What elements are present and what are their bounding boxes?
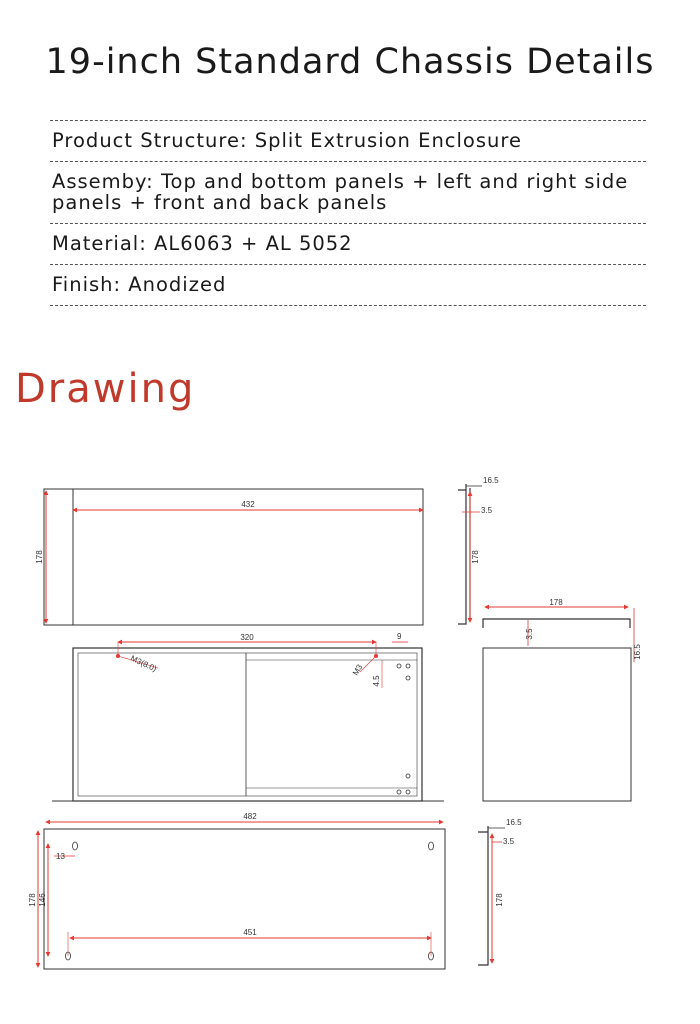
dim-label-4-5: 4.5 — [372, 675, 381, 687]
spec-value: Anodized — [128, 273, 227, 296]
mounting-slot — [73, 842, 78, 850]
dim-label-320: 320 — [240, 633, 254, 642]
hole-label-right: M3 — [350, 662, 365, 677]
dim-label-3-5: 3.5 — [525, 628, 534, 640]
mounting-hole — [397, 664, 401, 668]
top-profile-right — [483, 598, 642, 801]
spec-key: Assemby : — [52, 170, 161, 193]
spec-key: Finish : — [52, 273, 128, 296]
spec-key: Material : — [52, 232, 154, 255]
top-view — [35, 489, 423, 625]
spec-value: AL6063 + AL 5052 — [154, 232, 353, 255]
dim-label-482: 482 — [243, 812, 257, 821]
dim-label-3-5: 3.5 — [503, 837, 515, 846]
mounting-hole — [406, 774, 410, 778]
side-view-outline — [483, 648, 631, 801]
profile-outline — [483, 619, 630, 628]
dim-label-178: 178 — [495, 893, 504, 907]
page-title: 19-inch Standard Chassis Details — [45, 42, 655, 82]
front-panel — [28, 812, 445, 969]
dim-label-178: 178 — [28, 893, 37, 907]
dim-label-146: 146 — [38, 893, 47, 907]
hole-label-left: M3(8.0) — [129, 653, 158, 674]
chassis-outline — [73, 648, 422, 801]
spec-value: Top and bottom panels + left and right side panels + front and back panels — [52, 170, 629, 214]
mounting-hole — [397, 790, 401, 794]
dim-label-3-5: 3.5 — [481, 506, 493, 515]
dim-label-451: 451 — [243, 928, 257, 937]
dim-label-16-5: 16.5 — [506, 818, 522, 827]
mounting-hole — [406, 676, 410, 680]
profile-outline — [478, 826, 488, 965]
mounting-hole — [406, 790, 410, 794]
chassis-inner — [78, 653, 417, 796]
mounting-slot — [429, 842, 434, 850]
dim-label-16-5: 16.5 — [633, 644, 642, 660]
dim-label-13: 13 — [56, 852, 65, 861]
dim-label-432: 432 — [241, 500, 255, 509]
profile-outline — [458, 484, 470, 624]
dim-label-178: 178 — [471, 550, 480, 564]
front-open-view — [52, 632, 444, 801]
spec-key: Product Structure : — [52, 129, 255, 152]
dim-label-178: 178 — [549, 598, 563, 607]
front-panel-outline — [44, 829, 445, 969]
top-view-outline — [44, 489, 423, 625]
section-heading-drawing: Drawing — [15, 366, 196, 412]
dim-label-178: 178 — [35, 550, 44, 564]
dim-label-9: 9 — [397, 632, 402, 641]
spec-value: Split Extrusion Enclosure — [254, 129, 522, 152]
mounting-hole — [406, 664, 410, 668]
side-profile-top — [458, 476, 499, 624]
side-profile-bottom — [478, 818, 522, 965]
dim-label-16-5: 16.5 — [483, 476, 499, 485]
